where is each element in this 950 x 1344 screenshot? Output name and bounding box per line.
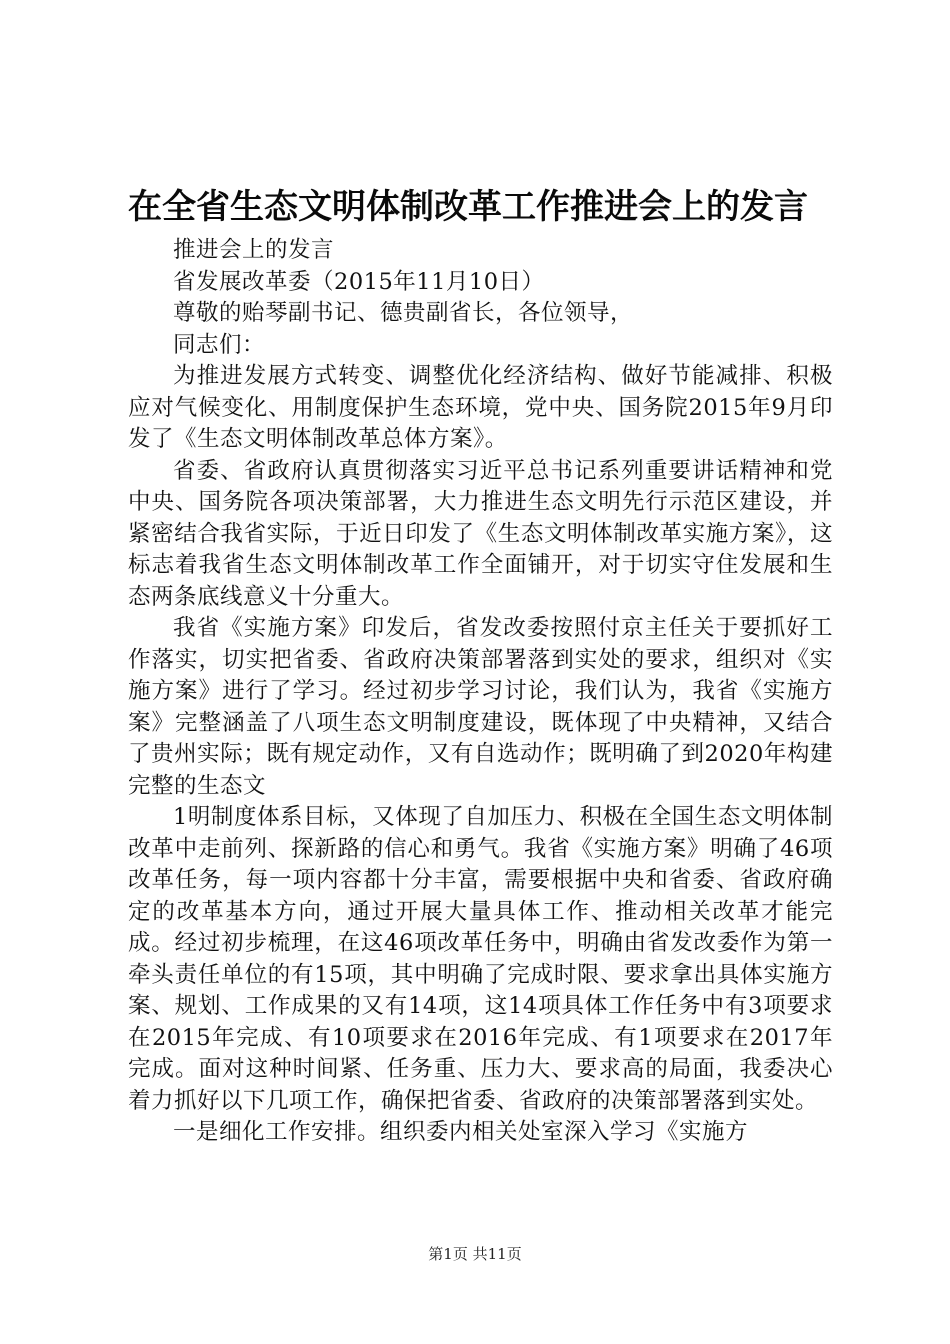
paragraph-salutation-comrades: 同志们： — [173, 331, 266, 358]
paragraph-body-1: 为推进发展方式转变、调整优化经济结构、做好节能减排、积极应对气候变化、用制度保护生态环境，党中央、国务院2015年9月印发了《生态文明体制改革总体方案》。 — [128, 363, 833, 452]
document-title: 在全省生态文明体制改革工作推进会上的发言 — [128, 187, 808, 227]
paragraph-body-5: 一是细化工作安排。组织委内相关处室深入学习《实施方 — [173, 1119, 749, 1145]
document-body — [128, 235, 833, 1149]
paragraph-body-4: 1明制度体系目标，又体现了自加压力、积极在全国生态文明体制改革中走前列、探新路的信心和勇气。我省《实施方案》明确了46项改革任务，每一项内容都十分丰富，需要根据中央和省委、省政府确定的改革基本方向，通过开展大量具体工作、推动相关改革才能完成。经过初步梳理，在这46项改革任务中，明确由省发改委作为第一牵头责任单位的有15项，其中明确了完成时限、要求拿出具体实施方案、规划、工作成果的又有14项，这14项具体工作任务中有3项要求在2015年完成、有10项要求在2016年完成、有1项要求在2017年完成。面对这种时间紧、任务重、压力大、要求高的局面，我委决心着力抓好以下几项工作，确保把省委、省政府的决策部署落到实处。 — [128, 804, 833, 1114]
paragraph-body-2: 省委、省政府认真贯彻落实习近平总书记系列重要讲话精神和党中央、国务院各项决策部署，大力推进生态文明先行示范区建设，并紧密结合我省实际，于近日印发了《生态文明体制改革实施方案》，这标志着我省生态文明体制改革工作全面铺开，对于切实守住发展和生态两条底线意义十分重大。 — [128, 457, 833, 610]
paragraph-body-3: 我省《实施方案》印发后，省发改委按照付京主任关于要抓好工作落实，切实把省委、省政府决策部署落到实处的要求，组织对《实施方案》进行了学习。经过初步学习讨论，我们认为，我省《实施方案》完整涵盖了八项生态文明制度建设，既体现了中央精神，又结合了贵州实际；既有规定动作，又有自选动作；既明确了到2020年构建完整的生态文 — [128, 615, 833, 799]
paragraph-subtitle: 推进会上的发言 — [173, 237, 335, 263]
page-footer: 第1页 共11页 — [428, 1245, 522, 1263]
paragraph-issuer-date: 省发展改革委（2015年11月10日） — [173, 268, 545, 295]
paragraph-salutation: 尊敬的贻琴副书记、德贵副省长，各位领导， — [173, 300, 634, 326]
